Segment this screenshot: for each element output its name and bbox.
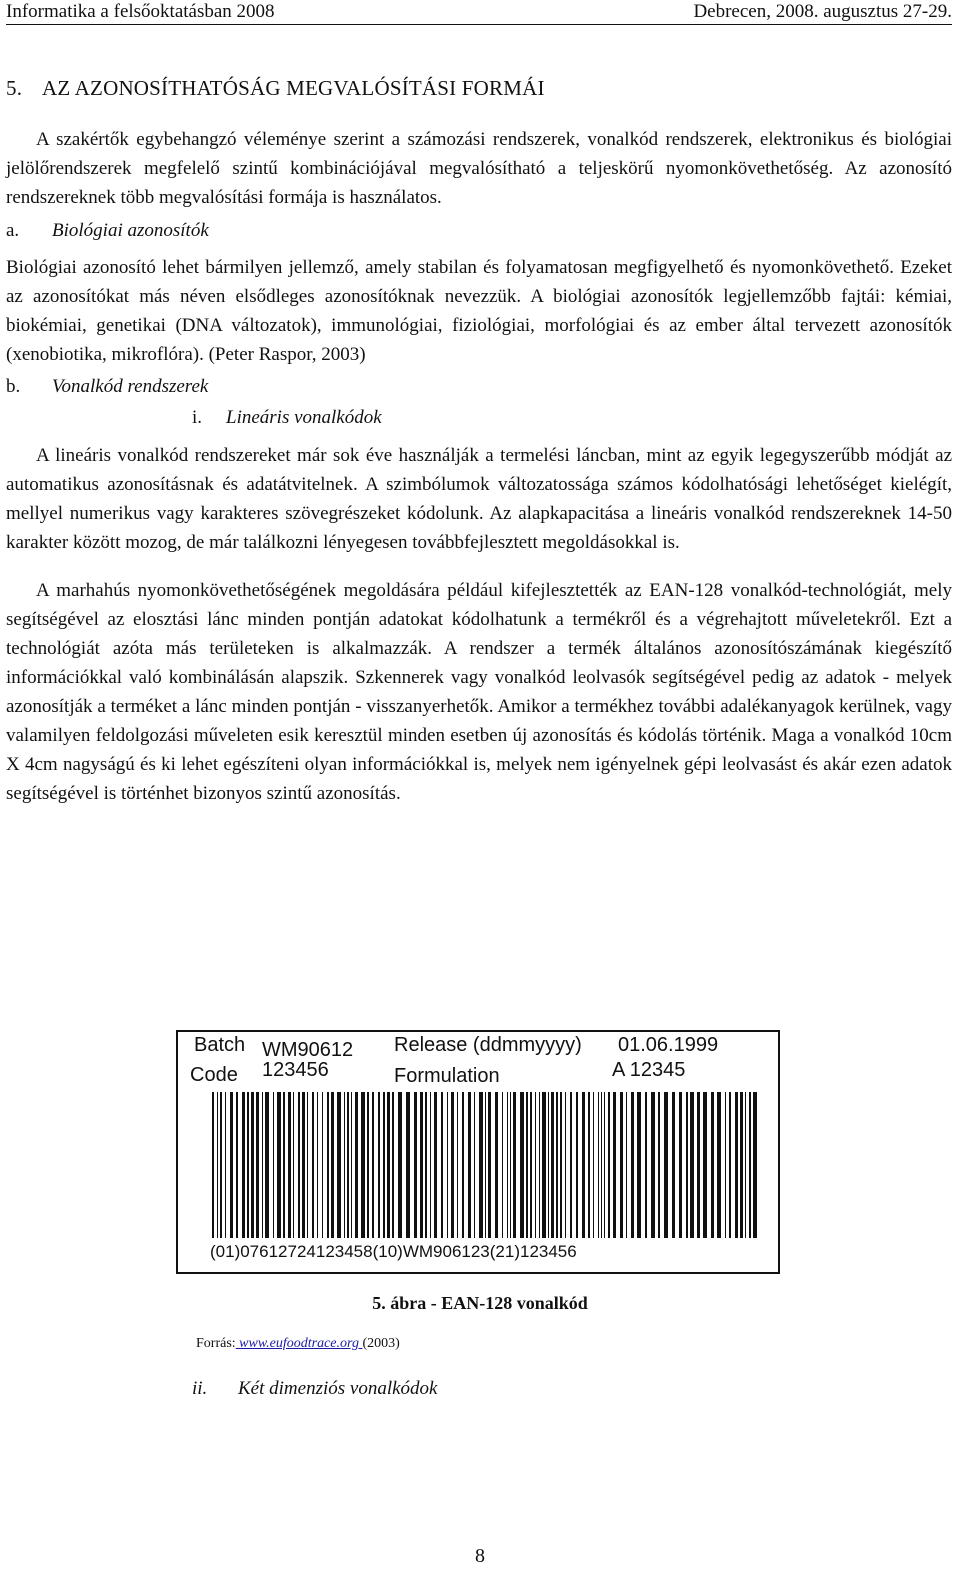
barcode-bar bbox=[212, 1092, 214, 1238]
barcode-bar bbox=[406, 1092, 410, 1238]
barcode-bar bbox=[217, 1092, 218, 1238]
barcode-bar bbox=[582, 1092, 585, 1238]
barcode-bar bbox=[601, 1092, 602, 1238]
barcode-bar bbox=[225, 1092, 226, 1238]
barcode-bar bbox=[753, 1092, 757, 1238]
barcode-bar bbox=[351, 1092, 352, 1238]
barcode-bar bbox=[378, 1092, 380, 1238]
barcode-bar bbox=[542, 1092, 546, 1238]
barcode-bar bbox=[247, 1092, 249, 1238]
barcode-bar bbox=[344, 1092, 345, 1238]
barcode-bar bbox=[307, 1092, 308, 1238]
barcode-bar bbox=[479, 1092, 483, 1238]
barcode-bar bbox=[535, 1092, 536, 1238]
barcode-bar bbox=[548, 1092, 549, 1238]
barcode-bar bbox=[576, 1092, 578, 1238]
barcode-bar bbox=[251, 1092, 254, 1238]
barcode-bar bbox=[462, 1092, 464, 1238]
barcode-bar bbox=[570, 1092, 572, 1238]
barcode-bar bbox=[745, 1092, 746, 1238]
subheading-a-title: Biológiai azonosítók bbox=[52, 220, 209, 241]
barcode-bar bbox=[551, 1092, 554, 1238]
barcode-bar bbox=[474, 1092, 475, 1238]
subheading-ii-title: Két dimenziós vonalkódok bbox=[238, 1378, 438, 1399]
barcode-bar bbox=[337, 1092, 341, 1238]
section-title bbox=[6, 76, 952, 101]
barcode-bar bbox=[322, 1092, 323, 1238]
barcode-bar bbox=[608, 1092, 610, 1238]
source-year: (2003) bbox=[362, 1336, 400, 1351]
barcode-bar bbox=[265, 1092, 269, 1238]
barcode-bar bbox=[620, 1092, 623, 1238]
barcode-bar bbox=[588, 1092, 590, 1238]
subheading-b-title: Vonalkód rendszerek bbox=[52, 376, 209, 397]
barcode-bar bbox=[372, 1092, 374, 1238]
barcode-bar bbox=[658, 1092, 660, 1238]
page-number: 8 bbox=[475, 1545, 485, 1567]
intro-paragraph: A szakértők egybehangzó véleménye szerint a számozási rendszerek, vonalkód rendszerek, elektronikus és biológiai jelölőrendszerek megfelelő szintű kombinációjával megvalósítható a teljeskörű nyomonkövethetőség. Az azonosító rendszereknek több megvalósítási formája is használatos. bbox=[6, 129, 952, 208]
barcode-bar bbox=[613, 1092, 616, 1238]
barcode-bar bbox=[277, 1092, 281, 1238]
barcode-bars bbox=[208, 1092, 760, 1242]
code-label: Code bbox=[190, 1064, 238, 1086]
barcode-bar bbox=[717, 1092, 721, 1238]
barcode-bar bbox=[392, 1092, 394, 1238]
barcode-bar bbox=[485, 1092, 486, 1238]
barcode-bar bbox=[288, 1092, 291, 1238]
barcode-bar bbox=[672, 1092, 675, 1238]
barcode-bar bbox=[414, 1092, 417, 1238]
barcode-bar bbox=[441, 1092, 443, 1238]
barcode-bar bbox=[565, 1092, 566, 1238]
source-link[interactable]: www.eufoodtrace.org bbox=[235, 1336, 363, 1351]
barcode-bar bbox=[398, 1092, 402, 1238]
barcode-bar bbox=[293, 1092, 294, 1238]
barcode-bar bbox=[273, 1092, 274, 1238]
barcode-bar bbox=[604, 1092, 605, 1238]
barcode-bar bbox=[526, 1092, 528, 1238]
barcode-bar bbox=[556, 1092, 558, 1238]
barcode-bar bbox=[637, 1092, 641, 1238]
barcode-bar bbox=[387, 1092, 390, 1238]
source-prefix: Forrás: bbox=[196, 1336, 236, 1351]
barcode-bar bbox=[711, 1092, 714, 1238]
barcode-bar bbox=[729, 1092, 731, 1238]
header-left: Informatika a felsőoktatásban 2008 bbox=[6, 1, 275, 22]
barcode-bar bbox=[298, 1092, 300, 1238]
batch-value: WM90612 bbox=[262, 1039, 354, 1061]
barcode-bar bbox=[331, 1092, 334, 1238]
barcode-bar bbox=[725, 1092, 726, 1238]
barcode-bar bbox=[317, 1092, 318, 1238]
barcode-bar bbox=[645, 1092, 647, 1238]
subheading-b bbox=[6, 372, 952, 401]
barcode-bar bbox=[740, 1092, 743, 1238]
barcode-bar bbox=[256, 1092, 259, 1238]
barcode-bar bbox=[242, 1092, 245, 1238]
barcode-bar bbox=[651, 1092, 655, 1238]
subheading-a-label: a. bbox=[6, 220, 20, 241]
barcode-bar bbox=[262, 1092, 263, 1238]
barcode-bar bbox=[420, 1092, 423, 1238]
barcode-bar bbox=[488, 1092, 491, 1238]
barcode-bar bbox=[626, 1092, 627, 1238]
barcode-bar bbox=[520, 1092, 524, 1238]
barcode-bar bbox=[367, 1092, 369, 1238]
barcode-bar bbox=[495, 1092, 498, 1238]
subheading-i bbox=[192, 403, 952, 432]
barcode-bar bbox=[679, 1092, 682, 1238]
subheading-b-label: b. bbox=[6, 376, 21, 397]
figure-source bbox=[196, 1336, 400, 1352]
barcode-bar bbox=[230, 1092, 233, 1238]
barcode-bar bbox=[539, 1092, 540, 1238]
barcode-bar bbox=[447, 1092, 448, 1238]
biological-paragraph: Biológiai azonosító lehet bármilyen jellemző, amely stabilan és folyamatosan megfigyelhető és nyomonkövethető. Ezeket az azonosítókat más néven elsődleges azonosítóknak nevezzük. A biológiai azonosítók legjellemzőbb fajtái: kémiai, biokémiai, genetikai (DNA változatok), immunológiai, fiziológiai, morfológiai és az ember által tervezett azonosítók (xenobiotika, mikroflóra). (Peter Raspor, 2003) bbox=[6, 257, 952, 365]
barcode-bar bbox=[327, 1092, 329, 1238]
ean128-barcode-figure bbox=[176, 1030, 780, 1274]
barcode-bar bbox=[513, 1092, 516, 1238]
barcode-bar bbox=[502, 1092, 503, 1238]
barcode-bar bbox=[703, 1092, 707, 1238]
subheading-ii-label: ii. bbox=[192, 1378, 208, 1399]
barcode-bar bbox=[236, 1092, 238, 1238]
section-heading: AZ AZONOSÍTHATÓSÁG MEGVALÓSÍTÁSI FORMÁI bbox=[42, 76, 545, 100]
barcode-bar bbox=[220, 1092, 222, 1238]
barcode-bar bbox=[593, 1092, 594, 1238]
section-number: 5. bbox=[6, 76, 23, 100]
subheading-i-label: i. bbox=[192, 407, 203, 428]
formulation-value: A 12345 bbox=[612, 1059, 686, 1081]
main-content bbox=[6, 60, 952, 808]
barcode-bar bbox=[697, 1092, 700, 1238]
barcode-bar bbox=[312, 1092, 314, 1238]
barcode-bar bbox=[686, 1092, 688, 1238]
barcode-bar bbox=[457, 1092, 458, 1238]
header-right: Debrecen, 2008. augusztus 27-29. bbox=[693, 1, 952, 22]
barcode-bar bbox=[347, 1092, 349, 1238]
barcode-bar bbox=[361, 1092, 365, 1238]
barcode-bar bbox=[451, 1092, 454, 1238]
batch-label: Batch bbox=[194, 1034, 246, 1056]
barcode-human-readable: (01)07612724123458(10)WM906123(21)123456 bbox=[210, 1242, 577, 1261]
page-header bbox=[6, 0, 952, 25]
subheading-i-title: Lineáris vonalkódok bbox=[226, 407, 382, 428]
code-value: 123456 bbox=[262, 1059, 329, 1081]
figure-caption: 5. ábra - EAN-128 vonalkód bbox=[372, 1293, 588, 1313]
barcode-bar bbox=[510, 1092, 511, 1238]
barcode-bar bbox=[430, 1092, 431, 1238]
barcode-bar bbox=[425, 1092, 427, 1238]
barcode-bar bbox=[749, 1092, 751, 1238]
barcode-bar bbox=[560, 1092, 562, 1238]
barcode-bar bbox=[690, 1092, 694, 1238]
linear-paragraph-2: A marhahús nyomonkövethetőségének megoldására például kifejlesztették az EAN-128 vonalkód-technológiát, mely segítségével az elosztási lánc minden pontján adatokat kódolhatunk a termékről és a végrehajtott műveletekről. Ezt a technológiát azóta más területeken is alkalmazzák. A rendszer a termék általános azonosítószámának kiegészítő információkkal való kombinálásán alapszik. Szkennerek vagy vonalkód leolvasók segítségével pedig az adatok - melyek azonosítják a terméket a lánc minden pontján - visszanyerhetők. Amikor a termékhez további adalékanyagok kerülnek, vagy valamilyen feldolgozási műveleten esik keresztül minden esetben új azonosítás és kódolás történik. Maga a vonalkód 10cm X 4cm nagyságú és ki lehet egészíteni olyan információkkal is, melyek nem igényelnek gépi leolvasást és akár ezen adatok segítségével is történhet bizonyos szintű azonosítás. bbox=[6, 580, 952, 804]
barcode-bar bbox=[735, 1092, 738, 1238]
subheading-ii bbox=[6, 1374, 437, 1403]
barcode-bar bbox=[631, 1092, 634, 1238]
subheading-a bbox=[6, 216, 952, 245]
barcode-bar bbox=[434, 1092, 437, 1238]
barcode-bar bbox=[302, 1092, 305, 1238]
barcode-bar bbox=[664, 1092, 668, 1238]
release-label: Release (ddmmyyyy) bbox=[394, 1034, 582, 1056]
barcode-bar bbox=[283, 1092, 285, 1238]
barcode-bar bbox=[383, 1092, 385, 1238]
linear-paragraph-1: A lineáris vonalkód rendszereket már sok éve használják a termelési láncban, mint az egyik legegyszerűbb módját az automatikus azonosításnak és adatátvitelnek. A szimbólumok változatossága számos kódolhatósági lehetőséget kielégít, mellyel numerikus vagy karakteres szövegrészeket kódolunk. Az alapkapacitása a lineáris vonalkód rendszereknek 14-50 karakter között mozog, de már találkozni lényegesen továbbfejlesztett megoldásokkal is. bbox=[6, 445, 952, 553]
barcode-bar bbox=[507, 1092, 508, 1238]
formulation-label: Formulation bbox=[394, 1065, 500, 1087]
barcode-bar bbox=[468, 1092, 471, 1238]
barcode-bar bbox=[598, 1092, 599, 1238]
release-value: 01.06.1999 bbox=[618, 1034, 719, 1056]
barcode-bar bbox=[530, 1092, 532, 1238]
barcode-bar bbox=[355, 1092, 358, 1238]
